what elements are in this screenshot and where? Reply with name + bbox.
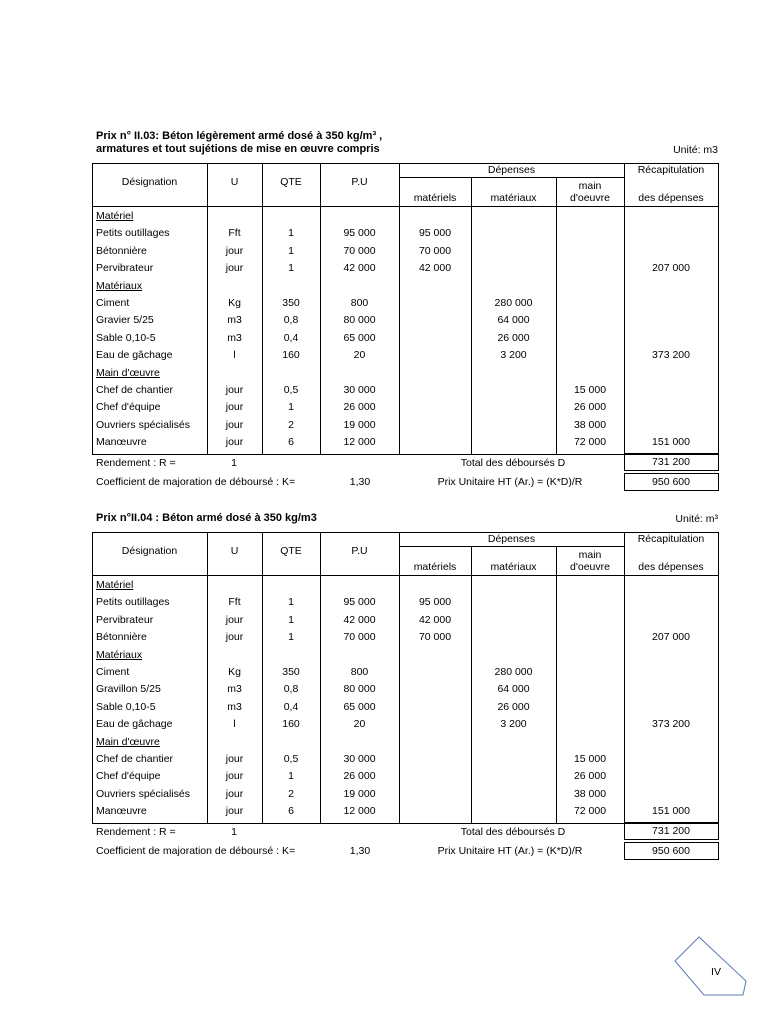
header-pu: P.U [351,176,368,188]
designation-cell: Sable 0,10-5 [96,331,156,344]
designation-cell: Eau de gâchage [96,349,173,362]
rendement-label: Rendement : R = [96,457,176,469]
unit-cell: l [233,718,236,731]
main-oeuvre-cell: 72 000 [573,436,607,449]
pu-cell: 26 000 [343,770,376,783]
unit-label: Unité: m³ [675,513,718,525]
unit-cell: jour [225,384,244,396]
main-oeuvre-cell: 15 000 [573,753,607,765]
column-divider [399,532,400,823]
qte-cell: 0,5 [283,384,299,396]
designation-cell: Pervibrateur [96,262,154,275]
recap-cell: 151 000 [652,436,690,449]
total-label: Total des déboursés D [460,457,566,469]
header-materiels: matériels [413,192,457,204]
unit-cell: jour [225,436,244,449]
unit-cell: m3 [227,314,242,327]
header-oeuvre: d'oeuvre [570,192,610,204]
unit-label: Unité: m3 [673,144,718,156]
designation-cell: Pervibrateur [96,613,154,626]
main-oeuvre-cell: 26 000 [573,401,607,414]
qte-cell: 350 [282,297,300,309]
pu-cell: 95 000 [343,596,376,609]
page-number: IV [711,966,721,978]
designation-cell: Chef de chantier [96,384,174,396]
table-title: Prix n°II.04 : Béton armé dosé à 350 kg/m3 [96,512,317,524]
prix-label: Prix Unitaire HT (Ar.) = (K*D)/R [437,476,583,488]
pu-cell: 800 [350,297,369,309]
pu-cell: 12 000 [343,805,376,818]
rendement-value: 1 [231,457,237,469]
header-unit: U [230,176,239,188]
qte-cell: 1 [288,770,294,783]
qte-cell: 0,5 [283,753,299,765]
materiels-cell: 95 000 [418,227,452,240]
recap-cell: 207 000 [652,262,690,275]
header-depenses: Dépenses [487,164,536,176]
header-qte: QTE [280,545,302,557]
pu-cell: 65 000 [343,700,376,713]
header-materiaux: matériaux [490,561,537,573]
table-title: Prix n° II.03: Béton légèrement armé dosé à 350 kg/m³ , [96,130,383,142]
header-depenses: Dépenses [487,533,536,545]
materiaux-cell: 280 000 [494,666,533,678]
pu-cell: 30 000 [343,753,376,765]
qte-cell: 1 [288,631,294,644]
depenses-separator [399,546,624,547]
header-materiels: matériels [413,561,457,573]
unit-cell: jour [225,244,244,257]
section-heading: Matériel [96,210,134,222]
pu-cell: 12 000 [343,436,376,449]
header-designation: Désignation [121,176,178,188]
pu-cell: 800 [350,666,369,678]
unit-cell: l [233,349,236,362]
pu-cell: 42 000 [343,262,376,275]
materiaux-cell: 3 200 [500,718,527,731]
prix-value: 950 600 [652,845,690,857]
materiels-cell: 70 000 [418,244,452,257]
prix-value: 950 600 [652,476,690,488]
header-materiaux: matériaux [490,192,537,204]
unit-cell: jour [225,770,244,783]
pu-cell: 20 [353,718,366,731]
header-recap: Récapitulation [637,533,705,545]
pu-cell: 26 000 [343,401,376,414]
column-divider [92,163,93,454]
coef-value: 1,30 [349,845,371,857]
header-des-depenses: des dépenses [638,561,704,573]
qte-cell: 160 [282,349,300,362]
header-recap: Récapitulation [637,164,705,176]
section-heading: Main d'œuvre [96,366,160,379]
materiaux-cell: 3 200 [500,349,527,362]
designation-cell: Petits outillages [96,596,170,609]
designation-cell: Bétonnière [96,631,147,644]
designation-cell: Chef d'équipe [96,401,161,414]
materiels-cell: 42 000 [418,613,452,626]
materiels-cell: 42 000 [418,262,452,275]
materiaux-cell: 64 000 [497,314,530,327]
unit-cell: m3 [227,331,242,344]
unit-cell: Fft [228,227,241,240]
recap-cell: 151 000 [652,805,690,818]
header-main: main [578,549,602,561]
rendement-value: 1 [231,826,237,838]
column-divider [718,163,719,454]
column-divider [92,532,93,823]
materiels-cell: 70 000 [418,631,452,644]
materiels-cell: 95 000 [418,596,452,609]
pu-cell: 30 000 [343,384,376,396]
main-oeuvre-cell: 38 000 [573,418,607,431]
qte-cell: 0,8 [283,683,299,696]
designation-cell: Manœuvre [96,805,147,818]
qte-cell: 1 [288,613,294,626]
designation-cell: Gravier 5/25 [96,314,154,327]
pu-cell: 19 000 [343,418,376,431]
qte-cell: 0,4 [283,700,299,713]
unit-cell: jour [225,613,244,626]
header-qte: QTE [280,176,302,188]
coef-label: Coefficient de majoration de déboursé : K= [96,476,296,488]
qte-cell: 2 [288,418,294,431]
main-oeuvre-cell: 15 000 [573,384,607,396]
unit-cell: m3 [227,700,242,713]
header-unit: U [230,545,239,557]
qte-cell: 160 [282,718,300,731]
section-heading: Main d'œuvre [96,735,160,748]
main-oeuvre-cell: 72 000 [573,805,607,818]
materiaux-cell: 26 000 [497,700,530,713]
prix-label: Prix Unitaire HT (Ar.) = (K*D)/R [437,845,583,857]
pu-cell: 19 000 [343,787,376,800]
pu-cell: 70 000 [343,244,376,257]
materiaux-cell: 280 000 [494,297,533,309]
coef-label: Coefficient de majoration de déboursé : K= [96,845,296,857]
column-divider [624,532,625,823]
qte-cell: 0,4 [283,331,299,344]
pu-cell: 65 000 [343,331,376,344]
pu-cell: 80 000 [343,314,376,327]
total-value: 731 200 [652,825,690,837]
designation-cell: Petits outillages [96,227,170,240]
designation-cell: Ciment [96,666,130,678]
pu-cell: 80 000 [343,683,376,696]
total-label: Total des déboursés D [460,826,566,838]
qte-cell: 1 [288,596,294,609]
unit-cell: m3 [227,683,242,696]
qte-cell: 350 [282,666,300,678]
designation-cell: Chef d'équipe [96,770,161,783]
header-designation: Désignation [121,545,178,557]
designation-cell: Chef de chantier [96,753,174,765]
unit-cell: Kg [228,297,241,309]
rendement-label: Rendement : R = [96,826,176,838]
coef-value: 1,30 [349,476,371,488]
section-heading: Matériel [96,579,134,591]
unit-cell: jour [225,262,244,275]
recap-cell: 207 000 [652,631,690,644]
column-divider [624,163,625,454]
designation-cell: Gravillon 5/25 [96,683,161,696]
unit-cell: jour [225,418,244,431]
column-divider [399,163,400,454]
materiaux-cell: 64 000 [497,683,530,696]
recap-cell: 373 200 [652,349,690,362]
header-oeuvre: d'oeuvre [570,561,610,573]
designation-cell: Ouvriers spécialisés [96,787,190,800]
total-value: 731 200 [652,456,690,468]
unit-cell: jour [225,787,244,800]
qte-cell: 1 [288,227,294,240]
header-pu: P.U [351,545,368,557]
header-main: main [578,180,602,192]
qte-cell: 6 [288,436,294,449]
qte-cell: 1 [288,244,294,257]
unit-cell: jour [225,753,244,765]
designation-cell: Bétonnière [96,244,147,257]
unit-cell: jour [225,631,244,644]
section-heading: Matériaux [96,279,143,292]
table-subtitle: armatures et tout sujétions de mise en œuvre compris [96,143,380,155]
pu-cell: 70 000 [343,631,376,644]
unit-cell: Fft [228,596,241,609]
unit-cell: jour [225,401,244,414]
designation-cell: Eau de gâchage [96,718,173,731]
designation-cell: Sable 0,10-5 [96,700,156,713]
qte-cell: 1 [288,401,294,414]
unit-cell: jour [225,805,244,818]
column-divider [718,532,719,823]
qte-cell: 6 [288,805,294,818]
depenses-separator [399,177,624,178]
pu-cell: 20 [353,349,366,362]
materiaux-cell: 26 000 [497,331,530,344]
header-des-depenses: des dépenses [638,192,704,204]
designation-cell: Ouvriers spécialisés [96,418,190,431]
pu-cell: 95 000 [343,227,376,240]
unit-cell: Kg [228,666,241,678]
pu-cell: 42 000 [343,613,376,626]
main-oeuvre-cell: 26 000 [573,770,607,783]
qte-cell: 2 [288,787,294,800]
qte-cell: 0,8 [283,314,299,327]
recap-cell: 373 200 [652,718,690,731]
designation-cell: Ciment [96,297,130,309]
section-heading: Matériaux [96,648,143,661]
main-oeuvre-cell: 38 000 [573,787,607,800]
designation-cell: Manœuvre [96,436,147,449]
qte-cell: 1 [288,262,294,275]
